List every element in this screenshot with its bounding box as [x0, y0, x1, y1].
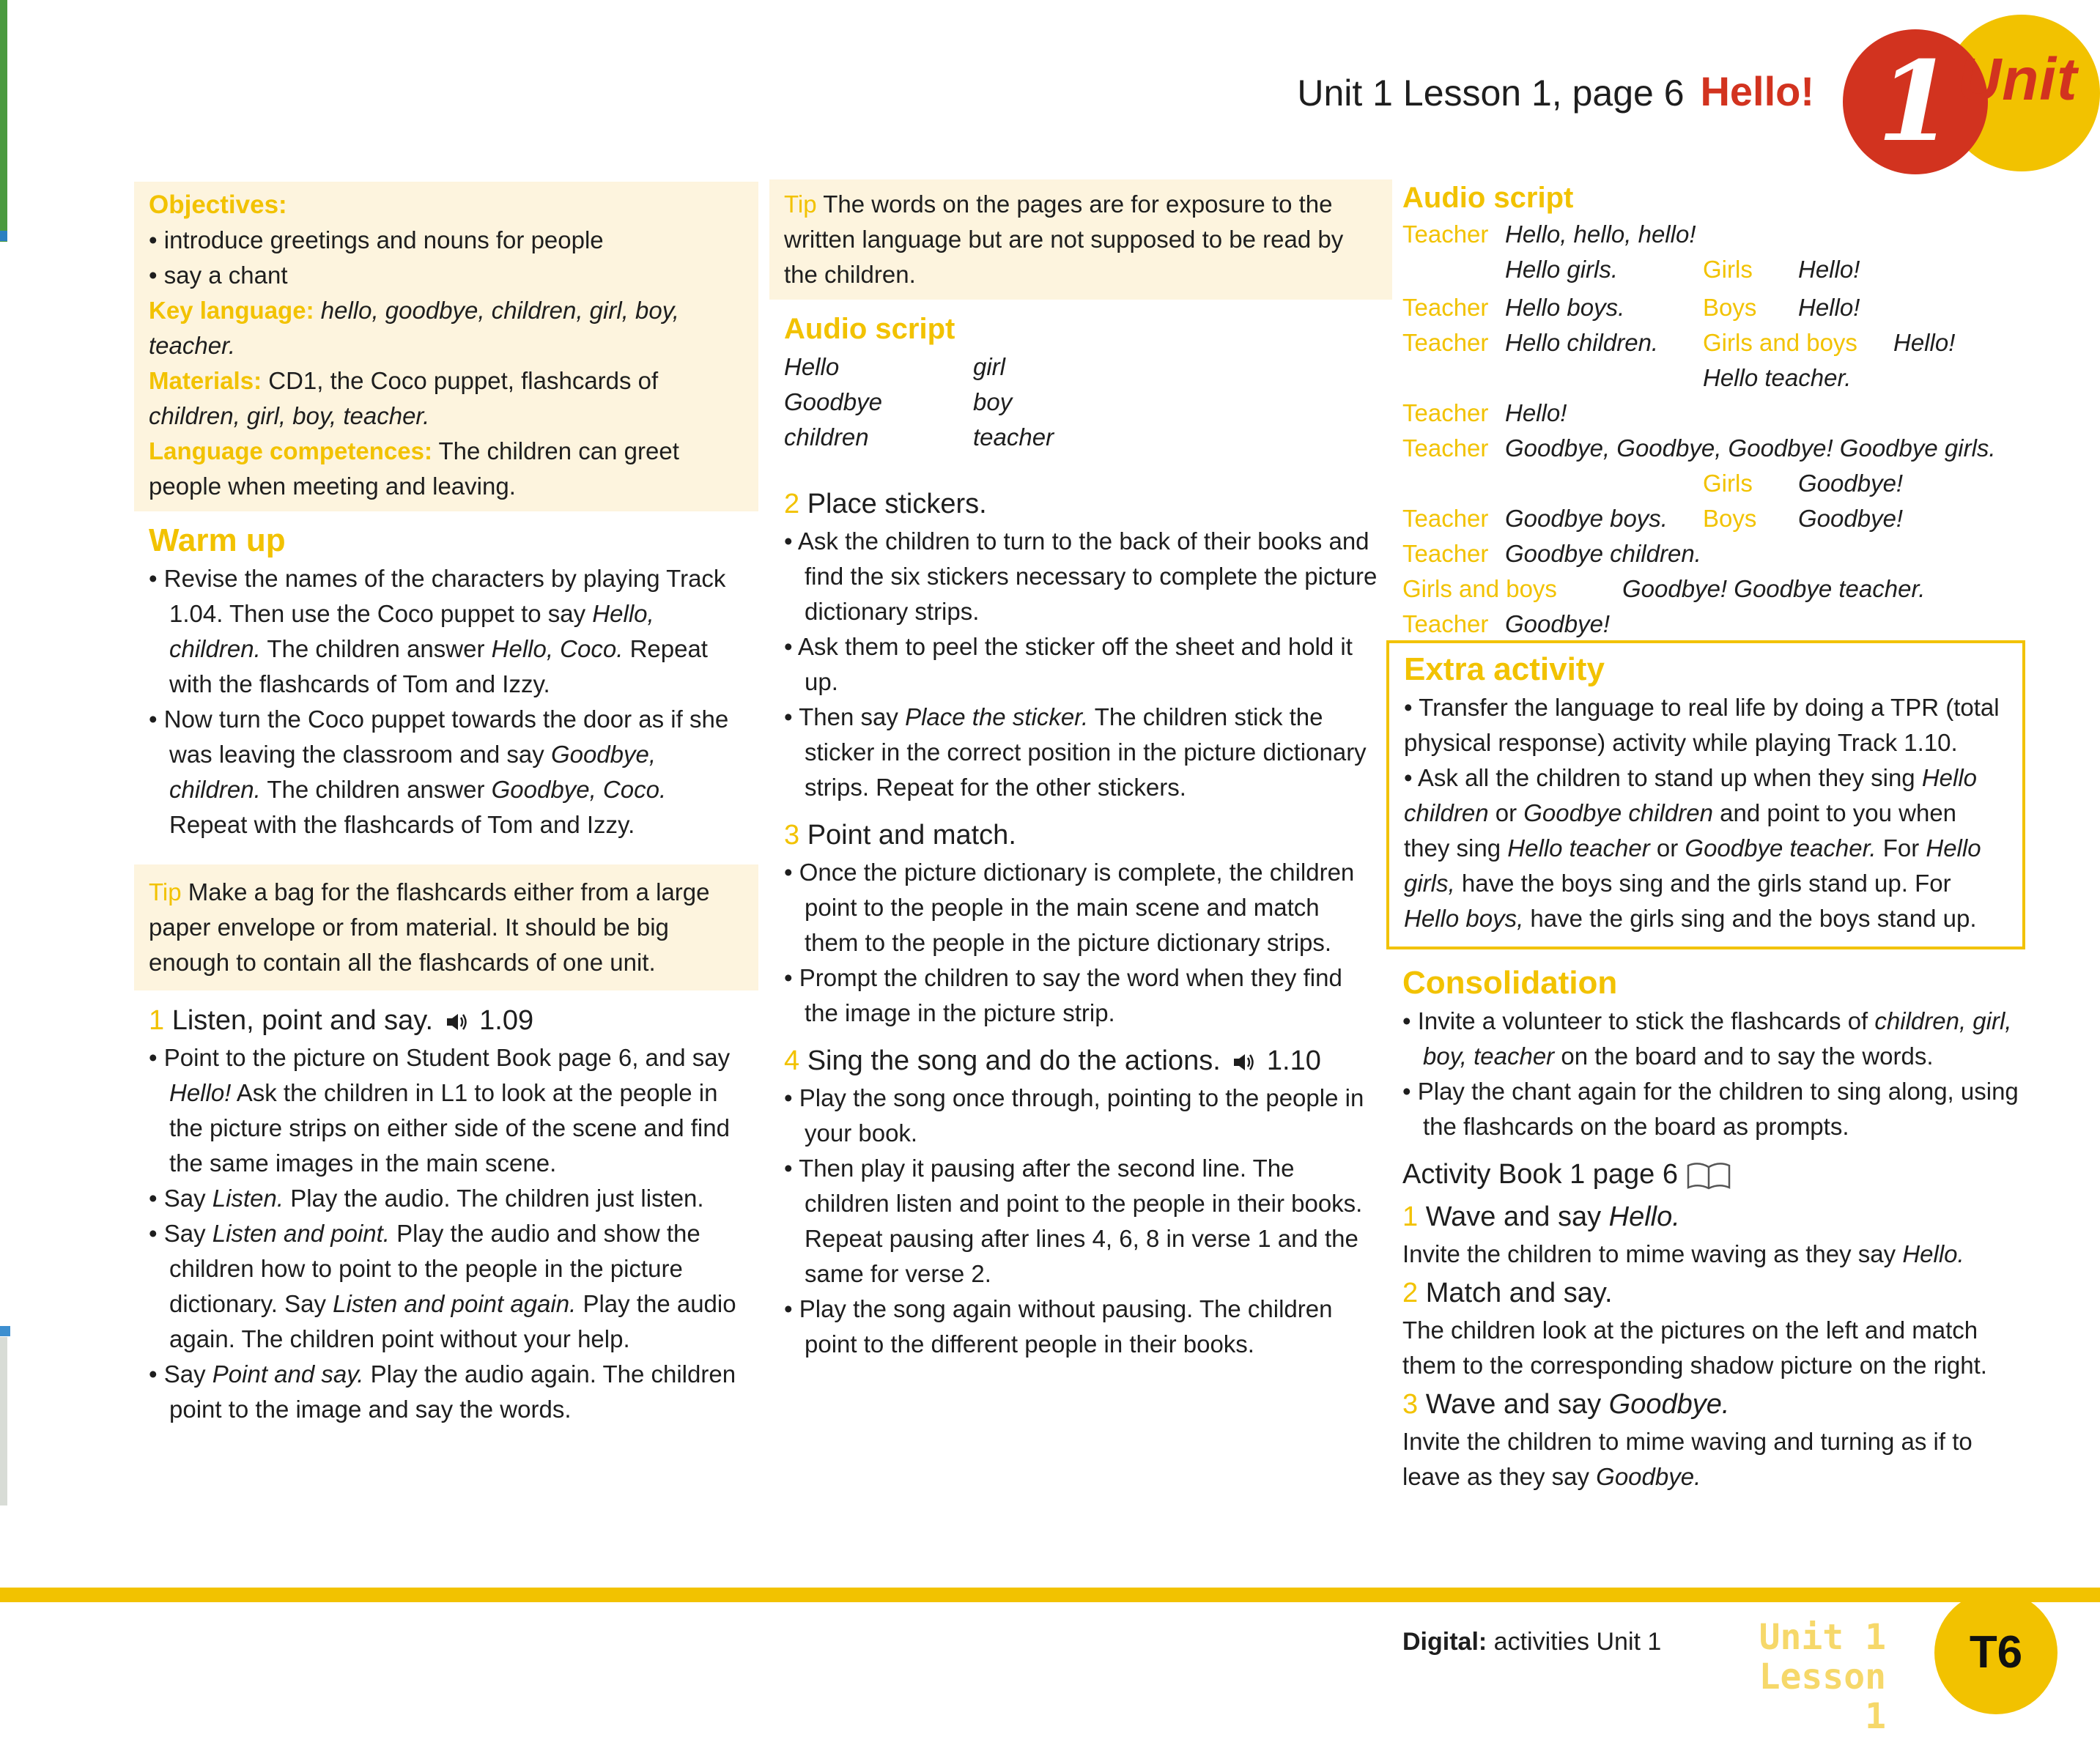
language-competences: Language competences: The children can greet people when meeting and leaving. — [149, 437, 679, 500]
ab-activity-3-heading: 3 Wave and say Goodbye. — [1402, 1389, 1730, 1420]
warm-up-section — [134, 511, 758, 842]
page-header — [1297, 67, 1814, 115]
activity-bullet: • Then play it pausing after the second line. The children listen and point to the people in their books. Repeat pausing after lines 4, 6, 8 in verse 1 and the same for verse 2. — [784, 1151, 1378, 1292]
activity-bullet: • Point to the picture on Student Book page 6, and say Hello! Ask the children in L1 to look at the people in the picture strips on either side of the scene and find the same images in the main scene. — [149, 1040, 744, 1181]
extra-activity-title: Extra activity — [1404, 651, 1605, 687]
tip-label: Tip — [149, 878, 182, 905]
page-code: T6 — [1934, 1591, 2058, 1714]
tip-label: Tip — [784, 190, 817, 218]
left-edge-marker — [0, 1326, 10, 1336]
consolidation-bullet: • Invite a volunteer to stick the flashcards of children, girl, boy, teacher on the board and to say the words. — [1402, 1004, 2025, 1074]
consolidation-bullet: • Play the chant again for the children to sing along, using the flashcards on the board as prompts. — [1402, 1074, 2025, 1144]
activity-bullet: • Then say Place the sticker. The children stick the sticker in the correct position in the picture dictionary strips. Repeat for the other stickers. — [784, 700, 1378, 805]
lesson-reference: Unit 1 Lesson 1, page 6 — [1297, 73, 1685, 114]
activity-1 — [134, 1001, 758, 1427]
speaker-icon — [445, 1012, 467, 1032]
lesson-title: Hello! — [1700, 68, 1814, 114]
warm-up-bullet: • Now turn the Coco puppet towards the door as if she was leaving the classroom and say Goodbye, children. The children answer Goodbye, Coco. Repeat with the flashcards of Tom and Izzy. — [149, 702, 744, 842]
footer-lesson: Lesson 1 — [1759, 1656, 1886, 1737]
activity-bullet: • Prompt the children to say the word when they find the image in the picture strip. — [784, 960, 1378, 1031]
column-middle — [769, 179, 1392, 1362]
materials: Materials: CD1, the Coco puppet, flashcards of children, girl, boy, teacher. — [149, 367, 659, 429]
script-row: Goodbye boy — [784, 388, 1013, 415]
activity-bullet: • Play the song again without pausing. The children point to the different people in their books. — [784, 1292, 1378, 1362]
activity-book-section — [1402, 1155, 2025, 1495]
ab-activity-2-heading: 2 Match and say. — [1402, 1278, 1613, 1308]
activity-4-heading: 4 Sing the song and do the actions. 1.10 — [784, 1045, 1321, 1076]
left-edge-marker — [0, 231, 7, 241]
column-left — [134, 182, 758, 1427]
activity-book-title: Activity Book 1 page 6 — [1402, 1155, 2025, 1194]
consolidation-title: Consolidation — [1402, 965, 1618, 1001]
speaker-icon — [1232, 1053, 1254, 1072]
unit-number: 1 — [1877, 37, 1954, 166]
unit-word: Unit — [1958, 46, 2078, 113]
footer-unit-lesson — [1739, 1618, 1886, 1736]
column-right — [1402, 179, 2025, 1495]
tip-text: Make a bag for the flashcards either from a large paper envelope or from material. It should be big enough to contain all the flashcards of one unit. — [149, 878, 710, 976]
audio-script-section — [769, 300, 1392, 1362]
warm-up-bullet: • Revise the names of the characters by playing Track 1.04. Then use the Coco puppet to say Hello, children. The children answer Hello, Coco. Repeat with the flashcards of Tom and Izzy. — [149, 561, 744, 702]
extra-activity-bullet: • Ask all the children to stand up when they sing Hello children or Goodbye children and point to you when they sing Hello teacher or Goodbye teacher. For Hello girls, have the boys sing and the girls stand up. For Hello boys, have the girls sing and the boys stand up. — [1404, 764, 1981, 932]
key-language: Key language: hello, goodbye, children, girl, boy, teacher. — [149, 297, 679, 359]
audio-script-title: Audio script — [784, 313, 955, 345]
ab-activity-3-text: Invite the children to mime waving and turning as if to leave as they say Goodbye. — [1402, 1428, 1973, 1490]
left-edge-strip — [0, 1337, 7, 1505]
ab-activity-1-text: Invite the children to mime waving as they say Hello. — [1402, 1240, 1964, 1267]
warm-up-title: Warm up — [149, 522, 286, 558]
book-icon — [1686, 1161, 1731, 1190]
activity-3-heading: 3 Point and match. — [784, 820, 1016, 851]
script-row: Hello girl — [784, 353, 1006, 380]
activity-bullet: • Say Listen. Play the audio. The children just listen. — [149, 1181, 744, 1216]
ab-activity-1-heading: 1 Wave and say Hello. — [1402, 1201, 1680, 1232]
script-row: children teacher — [784, 423, 1054, 451]
audio-script-dialogue: Teacher Hello, hello, hello! Hello girls. Girls Hello! Teacher Hello boys. Boys Hello! Teacher Hello children. Girls and boys Hello! Hello teacher. Teacher Hello! Teacher Goodbye, Goodbye, Goodbye! Goodbye girls. Girls Goodbye! Teacher Goodbye boys. Boys Goodbye! Teacher Goodbye children. Girls and boys Goodbye! Goodbye teacher. Teacher Goodbye! — [1402, 221, 1996, 637]
activity-bullet: • Ask the children to turn to the back of their books and find the six stickers necessary to complete the picture dictionary strips. — [784, 524, 1378, 629]
extra-activity-box — [1386, 640, 2025, 949]
activity-bullet: • Ask them to peel the sticker off the sheet and hold it up. — [784, 629, 1378, 700]
tip-text: The words on the pages are for exposure to the written language but are not supposed to be read by the children. — [784, 190, 1344, 288]
objective-item: • say a chant — [149, 262, 288, 289]
tip-box — [769, 179, 1392, 300]
audio-script-title: Audio script — [1402, 182, 1574, 214]
activity-bullet: • Say Point and say. Play the audio again. The children point to the image and say the words. — [149, 1357, 744, 1427]
footer-unit: Unit 1 — [1759, 1617, 1886, 1658]
activity-bullet: • Once the picture dictionary is complete, the children point to the people in the main scene and match them to the people in the picture dictionary strips. — [784, 855, 1378, 960]
footer-bar — [0, 1588, 2100, 1602]
tip-box — [134, 864, 758, 990]
ab-activity-2-text: The children look at the pictures on the left and match them to the corresponding shadow picture on the right. — [1402, 1316, 1987, 1379]
left-edge-strip — [0, 0, 7, 242]
objectives-box — [134, 182, 758, 511]
digital-note: Digital: activities Unit 1 — [1402, 1628, 1662, 1656]
objective-item: • introduce greetings and nouns for people — [149, 226, 604, 253]
extra-activity-bullet: • Transfer the language to real life by doing a TPR (total physical response) activity while playing Track 1.10. — [1404, 694, 2000, 756]
audio-script-table — [784, 349, 1054, 455]
consolidation-section — [1402, 963, 2025, 1144]
activity-bullet: • Say Listen and point. Play the audio and show the children how to point to the people in the picture dictionary. Say Listen and point again. Play the audio again. The children point without your help. — [149, 1216, 744, 1357]
activity-1-heading: 1 Listen, point and say. 1.09 — [149, 1005, 534, 1036]
activity-2-heading: 2 Place stickers. — [784, 489, 987, 519]
objectives-label: Objectives: — [149, 190, 287, 219]
activity-bullet: • Play the song once through, pointing to the people in your book. — [784, 1081, 1378, 1151]
